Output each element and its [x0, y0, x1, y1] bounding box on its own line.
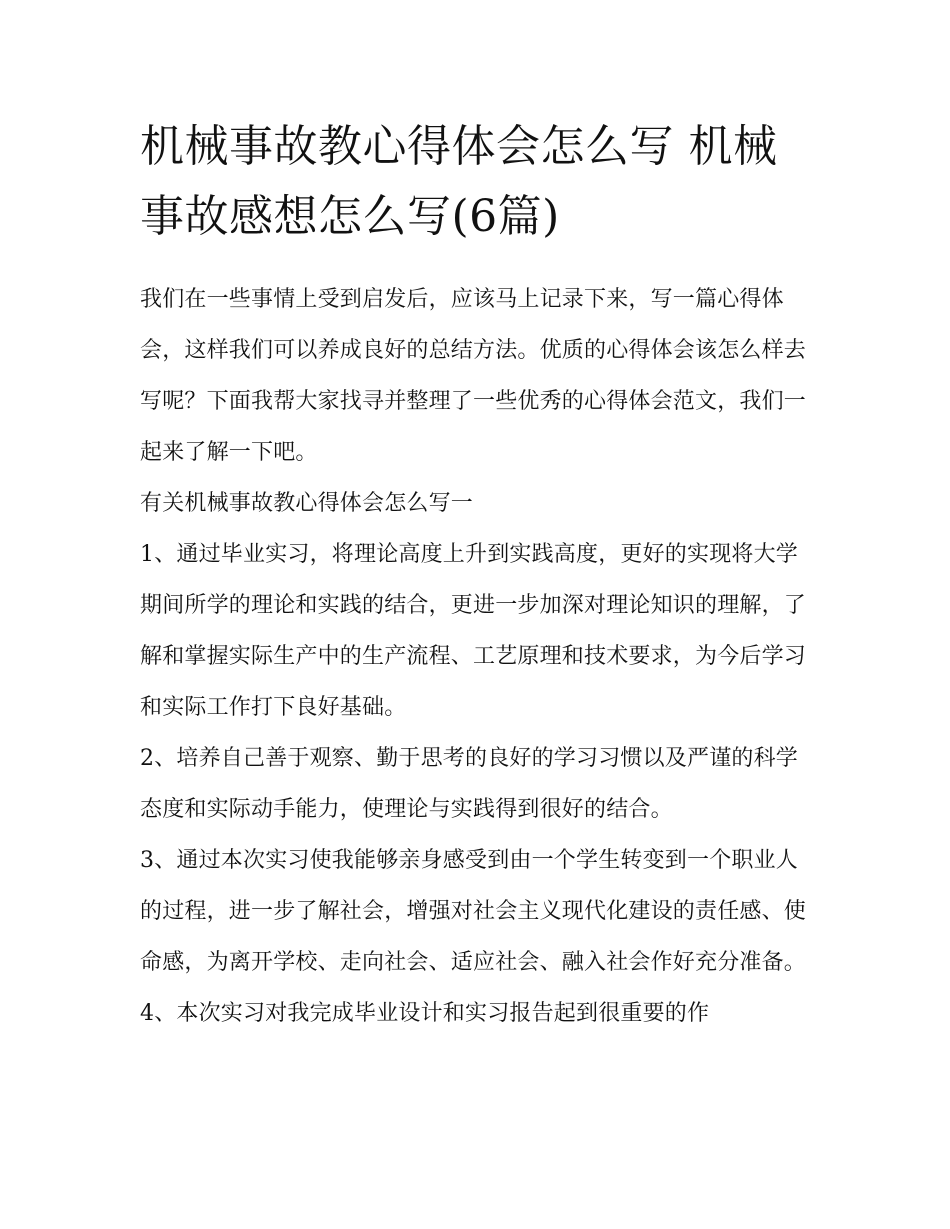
intro-paragraph: 我们在一些事情上受到启发后，应该马上记录下来，写一篇心得体会，这样我们可以养成良好的总结方法。优质的心得体会该怎么样去写呢？下面我帮大家找寻并整理了一些优秀的心得体会范文，我们一起来了解一下吧。: [140, 287, 807, 465]
point-2: 2、培养自己善于观察、勤于思考的良好的学习习惯以及严谨的科学态度和实际动手能力，使理论与实践得到很好的结合。: [140, 746, 798, 822]
point-3: 3、通过本次实习使我能够亲身感受到由一个学生转变到一个职业人的过程，进一步了解社会，增强对社会主义现代化建设的责任感、使命感，为离开学校、走向社会、适应社会、融入社会作好充分准备。: [140, 848, 807, 975]
document-body: [140, 112, 820, 1039]
point-4: 4、本次实习对我完成毕业设计和实习报告起到很重要的作: [140, 1001, 710, 1026]
document-title: 机械事故教心得体会怎么写 机械事故感想怎么写(6篇): [140, 121, 778, 242]
section-heading: 有关机械事故教心得体会怎么写一: [140, 491, 474, 516]
point-1: 1、通过毕业实习，将理论高度上升到实践高度，更好的实现将大学期间所学的理论和实践的结合，更进一步加深对理论知识的理解，了解和掌握实际生产中的生产流程、工艺原理和技术要求，为今后学习和实际工作打下良好基础。: [140, 542, 807, 720]
